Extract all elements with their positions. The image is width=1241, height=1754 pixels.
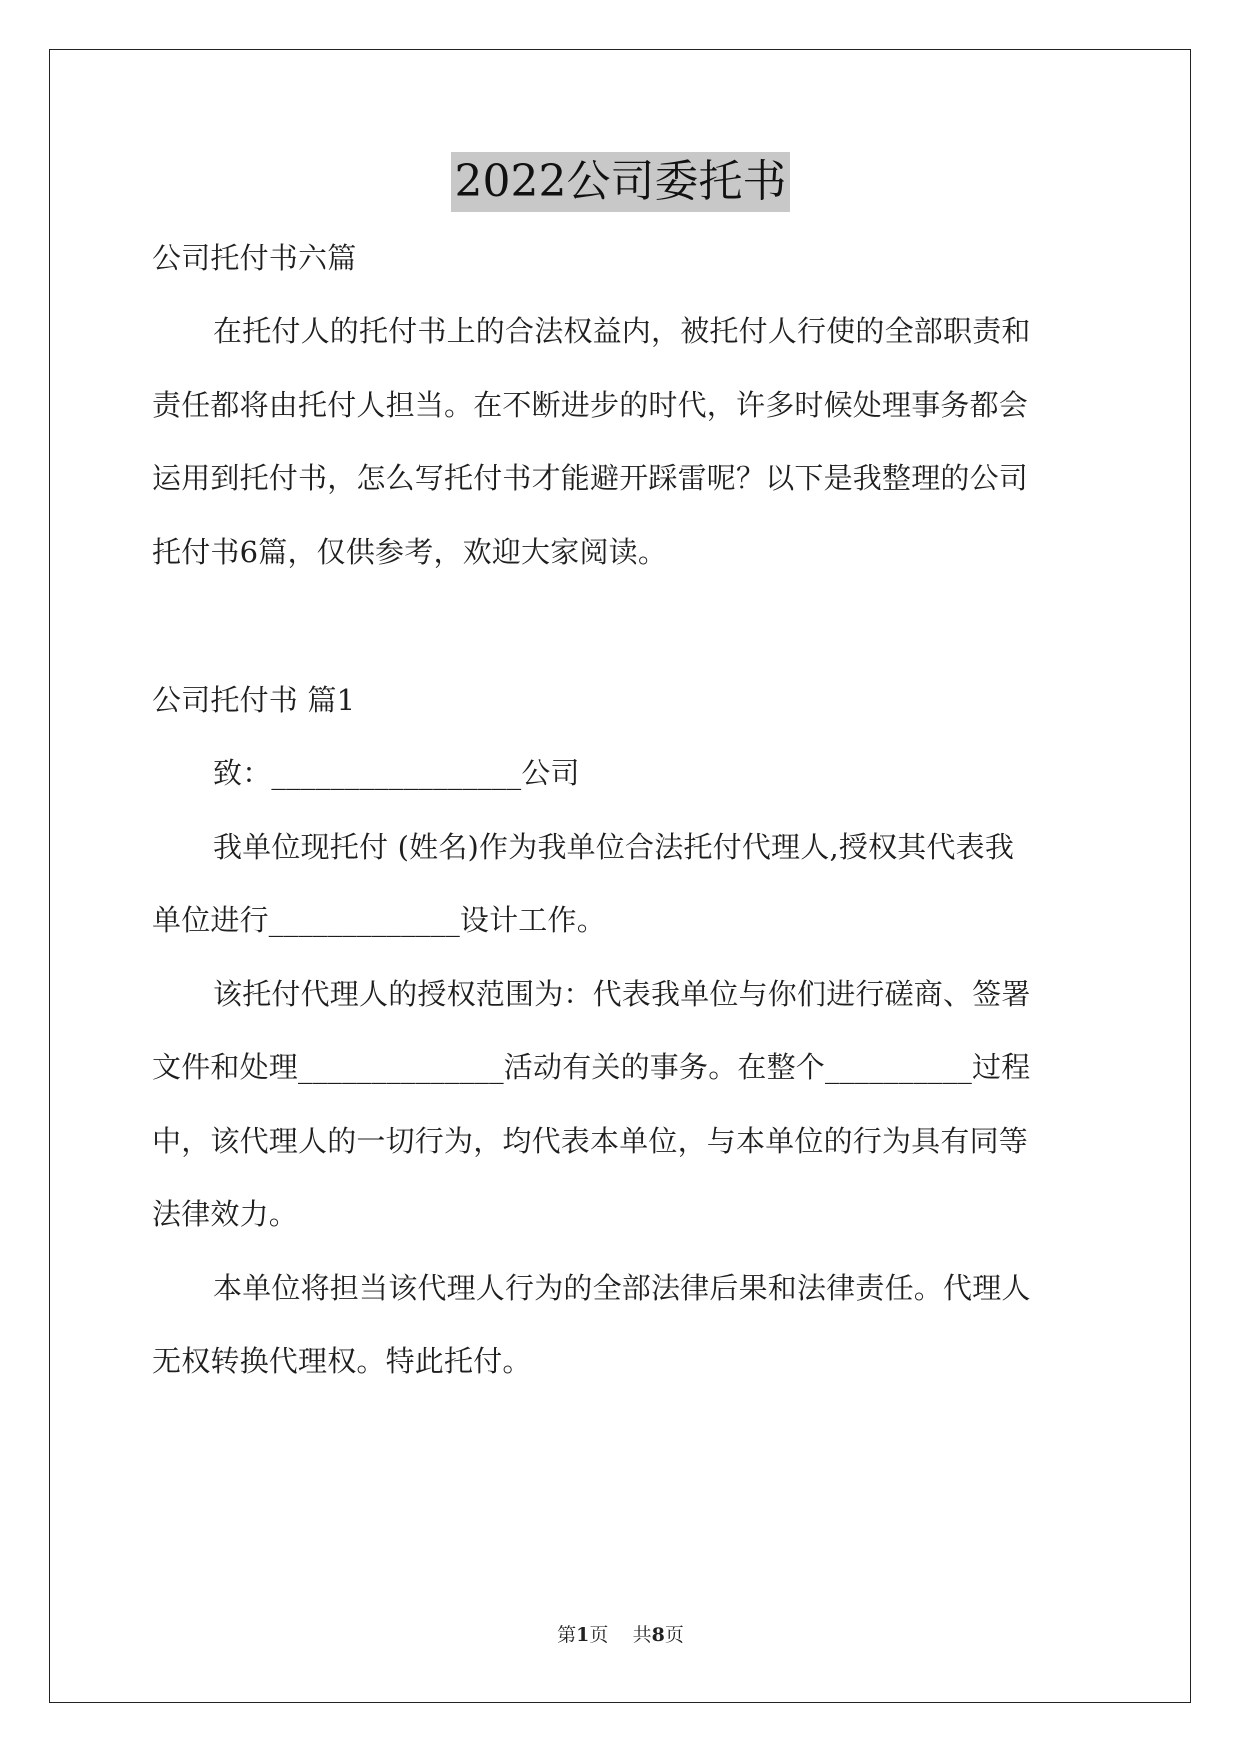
section-heading: 公司托付书 篇1 (152, 683, 356, 717)
footer-total-suffix: 页 (664, 1624, 684, 1646)
body-line-2: 我单位现托付 (姓名)作为我单位合法托付代理人,授权其代表我 (213, 830, 1015, 864)
intro-line-4: 托付书6篇，仅供参考，欢迎大家阅读。 (152, 535, 668, 569)
body-line-7: 法律效力。 (152, 1197, 299, 1231)
page-footer (0, 1620, 1241, 1647)
body-line-9: 无权转换代理权。特此托付。 (152, 1344, 532, 1378)
body-line-5: 文件和处理______________活动有关的事务。在整个__________过程 (152, 1050, 1031, 1084)
footer-total-pages: 8 (651, 1624, 665, 1646)
intro-line-2: 责任都将由托付人担当。在不断进步的时代，许多时候处理事务都会 (152, 388, 1029, 422)
intro-line-3: 运用到托付书，怎么写托付书才能避开踩雷呢？以下是我整理的公司 (152, 461, 1029, 495)
footer-total-prefix: 共 (632, 1624, 652, 1646)
intro-line-1: 在托付人的托付书上的合法权益内，被托付人行使的全部职责和 (213, 314, 1031, 348)
page-border (49, 49, 1191, 1703)
body-line-1: 致：_________________公司 (213, 756, 580, 790)
body-line-3: 单位进行_____________设计工作。 (152, 903, 606, 937)
footer-page-suffix: 页 (589, 1624, 609, 1646)
body-line-8: 本单位将担当该代理人行为的全部法律后果和法律责任。代理人 (213, 1271, 1031, 1305)
title-container (0, 152, 1241, 212)
subtitle: 公司托付书六篇 (152, 241, 357, 275)
body-line-6: 中，该代理人的一切行为，均代表本单位，与本单位的行为具有同等 (152, 1124, 1029, 1158)
footer-prefix: 第 (557, 1624, 577, 1646)
document-title: 2022公司委托书 (451, 152, 791, 212)
body-line-4: 该托付代理人的授权范围为：代表我单位与你们进行磋商、签署 (213, 977, 1031, 1011)
footer-page-number: 1 (576, 1624, 590, 1646)
